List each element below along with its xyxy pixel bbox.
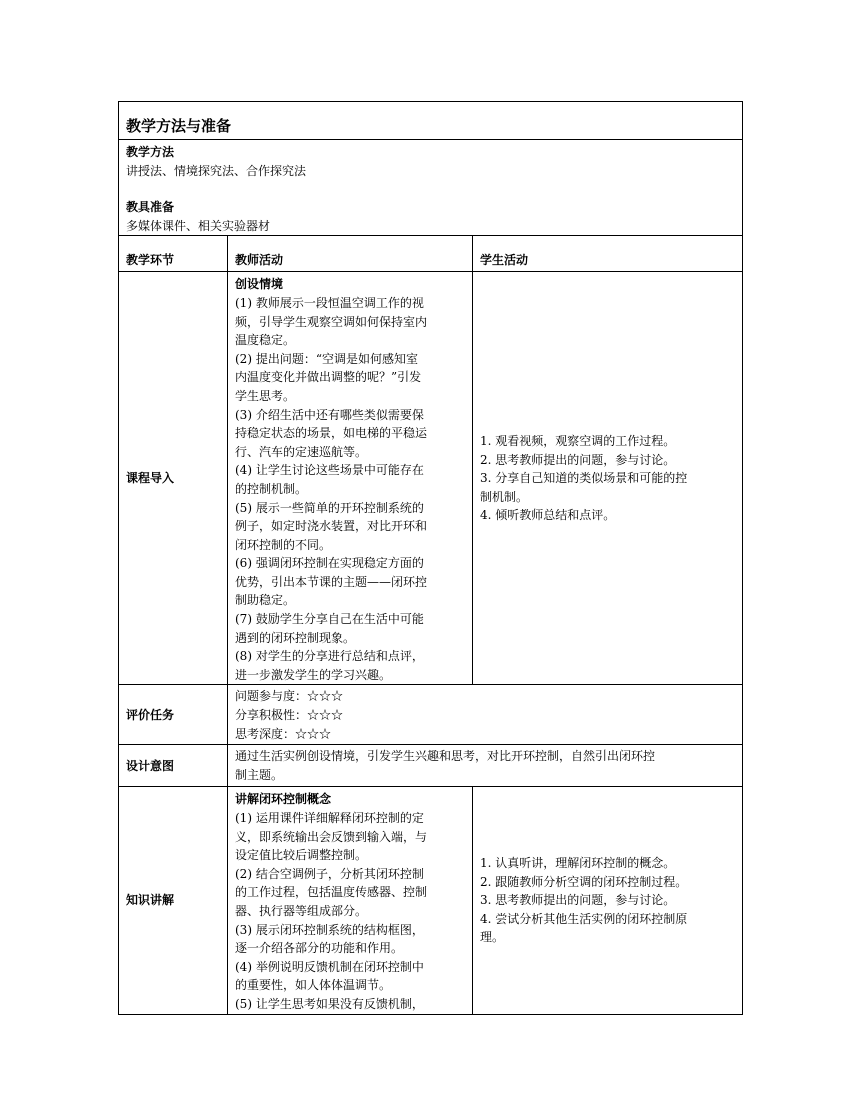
intro-row <box>119 272 743 685</box>
intro-teacher-line: (2) 提出问题：“空调是如何感知室 <box>235 351 418 366</box>
intro-teacher-line: 的控制机制。 <box>235 481 308 496</box>
knowledge-label: 知识讲解 <box>119 787 228 1014</box>
intro-teacher-line: 温度稳定。 <box>235 333 296 348</box>
design-line: 通过生活实例创设情境，引发学生兴趣和思考，对比开环控制，自然引出闭环控 <box>235 749 656 764</box>
knowledge-teacher-cell <box>228 787 473 1014</box>
section-title: 教学方法与准备 <box>126 117 232 136</box>
evaluation-label: 评价任务 <box>119 685 228 745</box>
intro-teacher-line: (6) 强调闭环控制在实现稳定方面的 <box>235 556 424 571</box>
evaluation-line: 分享积极性：☆☆☆ <box>235 708 344 723</box>
intro-student-line: 1. 观看视频，观察空调的工作过程。 <box>480 433 676 448</box>
knowledge-teacher-line: (1) 运用课件详细解释闭环控制的定 <box>235 811 424 826</box>
intro-student-text <box>480 432 742 525</box>
knowledge-row <box>119 787 743 1014</box>
knowledge-teacher-line: (4) 举例说明反馈机制在闭环控制中 <box>235 959 424 974</box>
evaluation-text <box>235 687 742 743</box>
col-header-stage: 教学环节 <box>119 236 228 272</box>
design-row <box>119 745 743 787</box>
knowledge-teacher-line: 器、执行器等组成部分。 <box>235 904 368 918</box>
methods-text: 讲授法、情境探究法、合作探究法 <box>126 163 307 178</box>
design-text <box>235 747 742 784</box>
intro-teacher-line: 例子，如定时浇水装置，对比开环和 <box>235 519 428 534</box>
design-label: 设计意图 <box>119 745 228 787</box>
knowledge-teacher-line: 的重要性，如人体体温调节。 <box>235 978 392 993</box>
intro-teacher-line: 学生思考。 <box>235 388 296 403</box>
intro-teacher-text <box>235 294 472 684</box>
knowledge-teacher-line: (5) 让学生思考如果没有反馈机制， <box>235 996 424 1011</box>
knowledge-student-cell <box>473 787 743 1014</box>
col-header-teacher: 教师活动 <box>228 236 473 272</box>
intro-teacher-line: 遇到的闭环控制现象。 <box>235 630 356 645</box>
intro-label: 课程导入 <box>119 272 228 685</box>
intro-student-line: 制机制。 <box>480 489 529 504</box>
knowledge-teacher-text <box>235 809 472 1014</box>
intro-teacher-line: 闭环控制的不同。 <box>235 537 332 552</box>
intro-teacher-title: 创设情境 <box>235 277 284 292</box>
intro-teacher-line: (7) 鼓励学生分享自己在生活中可能 <box>235 612 424 627</box>
intro-teacher-line: 制助稳定。 <box>235 593 296 608</box>
knowledge-teacher-line: (3) 展示闭环控制系统的结构框图， <box>235 922 424 937</box>
tools-heading: 教具准备 <box>126 200 175 215</box>
knowledge-teacher-line: 设定值比较后调整控制。 <box>235 848 368 863</box>
intro-teacher-line: 内温度变化并做出调整的呢？”引发 <box>235 370 422 385</box>
intro-teacher-line: 优势，引出本节课的主题——闭环控 <box>235 574 428 589</box>
knowledge-teacher-line: 逐一介绍各部分的功能和作用。 <box>235 941 404 956</box>
knowledge-student-line: 2. 跟随教师分析空调的闭环控制过程。 <box>480 874 688 889</box>
intro-student-line: 2. 思考教师提出的问题，参与讨论。 <box>480 452 676 467</box>
intro-student-line: 4. 倾听教师总结和点评。 <box>480 508 616 523</box>
lesson-plan-table <box>118 101 743 1015</box>
knowledge-student-line: 3. 思考教师提出的问题，参与讨论。 <box>480 893 676 908</box>
methods-heading: 教学方法 <box>126 145 175 159</box>
knowledge-teacher-title: 讲解闭环控制概念 <box>235 792 332 807</box>
intro-teacher-line: 进一步激发学生的学习兴趣。 <box>235 667 392 682</box>
col-header-student: 学生活动 <box>473 236 743 272</box>
spacer <box>126 180 742 198</box>
intro-teacher-cell <box>228 272 473 685</box>
intro-teacher-line: (4) 让学生讨论这些场景中可能存在 <box>235 463 424 478</box>
knowledge-teacher-line: (2) 结合空调例子，分析其闭环控制 <box>235 866 424 881</box>
intro-teacher-line: (1) 教师展示一段恒温空调工作的视 <box>235 295 424 310</box>
knowledge-student-line: 4. 尝试分析其他生活实例的闭环控制原 <box>480 911 688 926</box>
intro-teacher-line: (3) 介绍生活中还有哪些类似需要保 <box>235 407 424 422</box>
knowledge-student-text <box>480 854 742 947</box>
intro-teacher-line: 行、汽车的定速巡航等。 <box>235 444 368 459</box>
evaluation-row <box>119 685 743 745</box>
intro-teacher-line: 频，引导学生观察空调如何保持室内 <box>235 314 428 329</box>
intro-teacher-line: 持稳定状态的场景，如电梯的平稳运 <box>235 426 428 441</box>
intro-teacher-line: (8) 对学生的分享进行总结和点评， <box>235 649 424 664</box>
knowledge-student-line: 理。 <box>480 930 505 945</box>
methods-row <box>119 140 743 236</box>
intro-student-line: 3. 分享自己知道的类似场景和可能的控 <box>480 471 688 486</box>
knowledge-student-line: 1. 认真听讲，理解闭环控制的概念。 <box>480 856 676 871</box>
column-header-row <box>119 236 743 272</box>
design-line: 制主题。 <box>235 767 284 782</box>
intro-student-cell <box>473 272 743 685</box>
tools-text: 多媒体课件、相关实验器材 <box>126 218 271 233</box>
evaluation-line: 思考深度：☆☆☆ <box>235 726 332 741</box>
knowledge-teacher-line: 的工作过程，包括温度传感器、控制 <box>235 885 428 900</box>
knowledge-teacher-line: 义，即系统输出会反馈到输入端，与 <box>235 829 428 844</box>
section-title-row <box>119 102 743 140</box>
intro-teacher-line: (5) 展示一些简单的开环控制系统的 <box>235 500 424 515</box>
evaluation-line: 问题参与度：☆☆☆ <box>235 689 344 704</box>
